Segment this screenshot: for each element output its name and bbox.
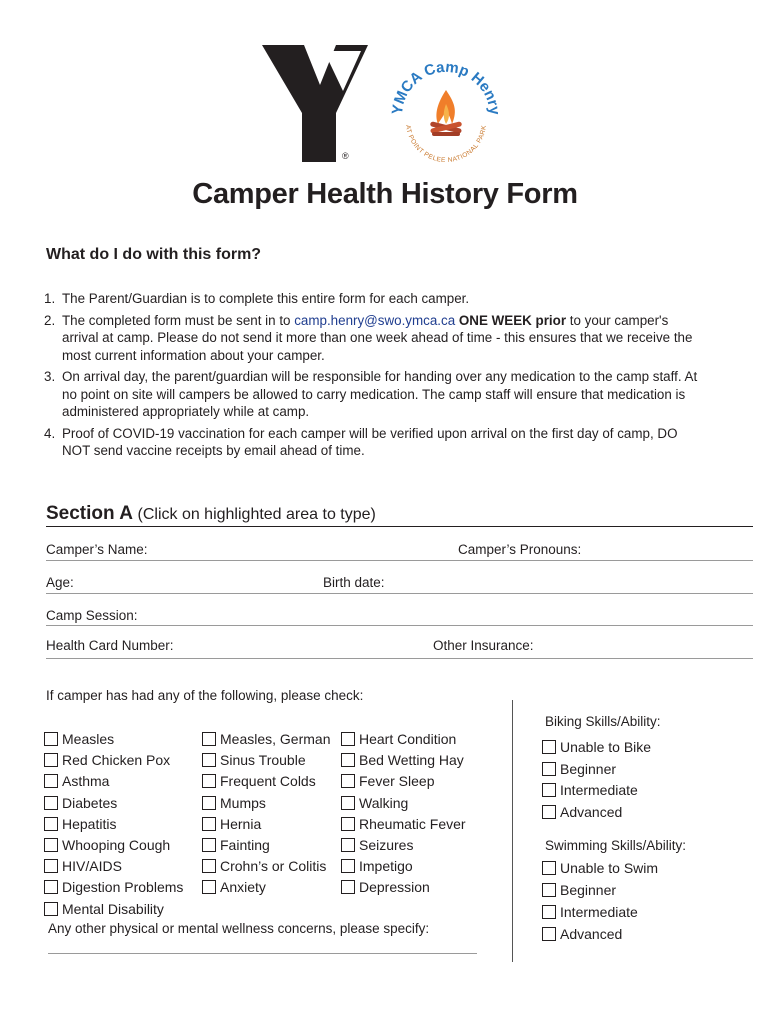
checkbox[interactable]	[202, 753, 216, 767]
checkbox-label: Mumps	[220, 794, 266, 811]
checkbox-row[interactable]	[542, 926, 622, 942]
checkbox-row[interactable]	[202, 858, 326, 874]
age-label: Age:	[46, 575, 74, 590]
checkbox-label: Frequent Colds	[220, 773, 316, 790]
checkbox-row[interactable]	[341, 858, 413, 874]
checkbox-label: Intermediate	[560, 782, 638, 798]
checkbox-label: Measles	[62, 731, 115, 747]
other-concerns-input-line[interactable]	[48, 953, 477, 954]
checkbox-label: Depression	[359, 879, 430, 896]
conditions-question: If camper has had any of the following, please check:	[46, 688, 364, 703]
campfire-icon	[430, 90, 463, 136]
checkbox-row[interactable]	[202, 731, 330, 747]
checkbox[interactable]	[341, 817, 355, 831]
checkbox-row[interactable]	[341, 795, 408, 811]
checkbox-label: Asthma	[62, 773, 110, 790]
checkbox-row[interactable]	[542, 761, 616, 777]
checkbox-row[interactable]	[202, 816, 261, 832]
checkbox-label: Measles, German	[220, 731, 331, 747]
checkbox-label: Intermediate	[560, 904, 638, 920]
checkbox-row[interactable]	[542, 782, 638, 798]
campers-name-label: Camper’s Name:	[46, 542, 148, 557]
checkbox[interactable]	[542, 783, 556, 797]
camp-session-label: Camp Session:	[46, 608, 138, 623]
camp-logo-top-text: YMCA Camp Henry	[388, 58, 504, 116]
checkbox-label: Fever Sleep	[359, 773, 435, 790]
checkbox-row[interactable]	[542, 860, 658, 876]
checkbox-label: Anxiety	[220, 879, 266, 896]
form-title: Camper Health History Form	[192, 178, 578, 210]
checkbox[interactable]	[341, 774, 355, 788]
checkbox-label: Unable to Bike	[560, 739, 652, 755]
health-card-input-line[interactable]	[46, 658, 753, 659]
checkbox-label: Mental Disability	[62, 900, 164, 917]
checkbox-label: Rheumatic Fever	[359, 815, 466, 832]
checkbox[interactable]	[44, 859, 58, 873]
checkbox[interactable]	[542, 927, 556, 941]
checkbox-row[interactable]	[341, 816, 466, 832]
checkbox-row[interactable]	[202, 837, 270, 853]
section-divider	[46, 526, 753, 527]
checkbox-label: Beginner	[560, 760, 617, 777]
checkbox[interactable]	[542, 762, 556, 776]
checkbox-row[interactable]	[202, 795, 266, 811]
instructions-heading: What do I do with this form?	[46, 246, 262, 263]
checkbox[interactable]	[44, 817, 58, 831]
checkbox-label: Heart Condition	[359, 731, 457, 747]
checkbox-label: Hepatitis	[62, 815, 117, 832]
checkbox-label: Whooping Cough	[62, 837, 171, 853]
checkbox-label: Crohn’s or Colitis	[220, 858, 327, 875]
checkbox-row[interactable]	[202, 879, 266, 895]
camp-logo-bottom-text: AT POINT PELEE NATIONAL PARK	[404, 124, 488, 165]
checkbox-label: Advanced	[560, 803, 623, 820]
checkbox-row[interactable]	[44, 901, 164, 917]
camp-henry-logo	[388, 52, 504, 168]
checkbox-row[interactable]	[542, 904, 638, 920]
checkbox-label: Diabetes	[62, 794, 118, 811]
checkbox-label: Walking	[359, 794, 409, 811]
checkbox[interactable]	[44, 796, 58, 810]
checkbox[interactable]	[202, 774, 216, 788]
checkbox-row[interactable]	[44, 837, 170, 853]
column-divider	[512, 700, 513, 962]
registered-mark: ®	[342, 151, 349, 161]
checkbox[interactable]	[202, 796, 216, 810]
checkbox-row[interactable]	[542, 804, 622, 820]
name-input-line[interactable]	[46, 560, 753, 561]
age-input-line[interactable]	[46, 593, 753, 594]
instruction-item: 1. The Parent/Guardian is to complete this entire form for each camper.	[44, 291, 470, 306]
checkbox-label: Bed Wetting Hay	[359, 752, 464, 769]
instruction-item: 2. The completed form must be sent in to camp.henry@swo.ymca.ca ONE WEEK prior to your camper's arrival at camp. Please do not send it more than one week ahead of time - this ensures that we receive the most current information about your camper.	[44, 312, 693, 363]
checkbox-label: Sinus Trouble	[220, 752, 306, 769]
checkbox-row[interactable]	[341, 837, 413, 853]
checkbox[interactable]	[44, 838, 58, 852]
checkbox-row[interactable]	[341, 879, 430, 895]
checkbox-label: Fainting	[220, 837, 270, 853]
checkbox-row[interactable]	[542, 739, 651, 755]
instructions-list	[44, 290, 704, 464]
checkbox[interactable]	[44, 753, 58, 767]
checkbox-row[interactable]	[44, 816, 116, 832]
checkbox-label: Impetigo	[359, 858, 413, 875]
health-card-label: Health Card Number:	[46, 638, 174, 653]
checkbox[interactable]	[44, 774, 58, 788]
checkbox-label: Red Chicken Pox	[62, 752, 171, 769]
checkbox-row[interactable]	[44, 858, 122, 874]
birth-date-label: Birth date:	[323, 575, 385, 590]
checkbox[interactable]	[341, 880, 355, 894]
checkbox-label: Digestion Problems	[62, 879, 184, 896]
checkbox[interactable]	[202, 859, 216, 873]
checkbox[interactable]	[202, 838, 216, 852]
other-insurance-label: Other Insurance:	[433, 638, 534, 653]
checkbox[interactable]	[341, 859, 355, 873]
checkbox-row[interactable]	[44, 752, 170, 768]
checkbox[interactable]	[542, 861, 556, 875]
checkbox-row[interactable]	[341, 731, 456, 747]
email-link[interactable]: camp.henry@swo.ymca.ca	[294, 312, 456, 328]
checkbox-label: Hernia	[220, 815, 262, 832]
checkbox-row[interactable]	[341, 773, 434, 789]
checkbox-row[interactable]	[44, 795, 117, 811]
checkbox[interactable]	[542, 883, 556, 897]
checkbox[interactable]	[542, 740, 556, 754]
instruction-item: 3. On arrival day, the parent/guardian will be responsible for handing over any medication to the camp staff. At no point on site will campers be allowed to carry medication. The camp staff will ensure that medication is administered appropriately while at camp.	[44, 369, 698, 419]
checkbox[interactable]	[202, 732, 216, 746]
checkbox-row[interactable]	[44, 773, 109, 789]
checkbox-label: Unable to Swim	[560, 860, 659, 876]
checkbox-row[interactable]	[341, 752, 464, 768]
checkbox[interactable]	[44, 902, 58, 916]
checkbox-row[interactable]	[44, 731, 114, 747]
checkbox[interactable]	[341, 838, 355, 852]
section-a-heading: Section A (Click on highlighted area to type)	[46, 503, 376, 524]
checkbox[interactable]	[44, 880, 58, 894]
ymca-logo	[262, 45, 372, 167]
svg-text:AT POINT PELEE NATIONAL PARK	[404, 124, 488, 164]
checkbox-label: Seizures	[359, 837, 414, 853]
checkbox-row[interactable]	[202, 752, 306, 768]
checkbox-label: HIV/AIDS	[62, 858, 122, 875]
checkbox-row[interactable]	[202, 773, 316, 789]
checkbox-label: Beginner	[560, 882, 617, 898]
instruction-item: 4. Proof of COVID-19 vaccination for each camper will be verified upon arrival on the first day of camp, DO NOT send vaccine receipts by email ahead of time.	[44, 425, 678, 458]
other-concerns-label: Any other physical or mental wellness concerns, please specify:	[48, 921, 430, 936]
session-input-line[interactable]	[46, 625, 753, 626]
swimming-heading: Swimming Skills/Ability:	[545, 838, 687, 853]
checkbox[interactable]	[341, 732, 355, 746]
campers-pronouns-label: Camper’s Pronouns:	[458, 542, 582, 557]
checkbox[interactable]	[341, 796, 355, 810]
checkbox[interactable]	[542, 905, 556, 919]
checkbox-row[interactable]	[44, 879, 183, 895]
checkbox[interactable]	[202, 817, 216, 831]
checkbox[interactable]	[341, 753, 355, 767]
biking-heading: Biking Skills/Ability:	[545, 714, 661, 729]
checkbox-label: Advanced	[560, 926, 623, 942]
checkbox-row[interactable]	[542, 882, 616, 898]
checkbox[interactable]	[44, 732, 58, 746]
checkbox[interactable]	[202, 880, 216, 894]
checkbox[interactable]	[542, 805, 556, 819]
